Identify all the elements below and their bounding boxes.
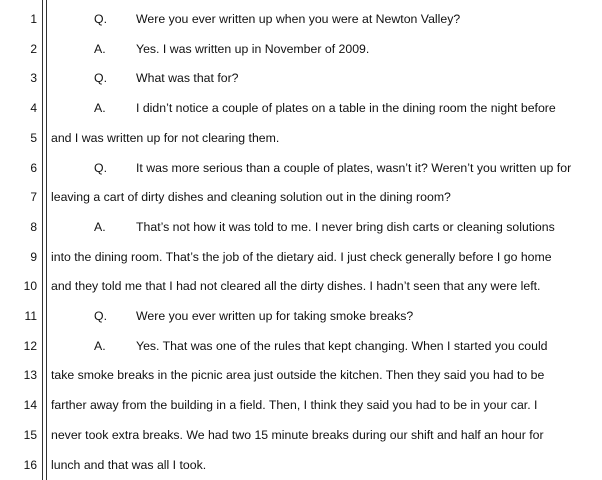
line-number: 8: [30, 219, 37, 234]
line-text: farther away from the building in a field. Then, I think they said you had to be in your car. I: [51, 398, 538, 413]
line-number: 11: [24, 309, 37, 323]
transcript-line: [0, 153, 602, 183]
line-number: 5: [30, 130, 37, 145]
transcript-line: [0, 4, 602, 34]
transcript-line: [0, 331, 602, 361]
line-number: 16: [23, 457, 37, 472]
line-number: 13: [23, 368, 37, 383]
transcript-line: [0, 123, 602, 153]
line-number: 7: [30, 190, 37, 205]
line-text: lunch and that was all I took.: [51, 457, 207, 472]
speaker-label: A.: [94, 101, 106, 116]
line-text: never took extra breaks. We had two 15 minute breaks during our shift and half an hour for: [51, 427, 544, 442]
line-number: 9: [30, 249, 37, 264]
line-number: 15: [23, 427, 37, 442]
speaker-label: Q.: [94, 160, 107, 175]
line-text: take smoke breaks in the picnic area just outside the kitchen. Then they said you had to be: [51, 368, 545, 383]
transcript-line: [0, 242, 602, 272]
line-text: It was more serious than a couple of plates, wasn’t it? Weren’t you written up for: [136, 160, 572, 175]
line-text: Yes. That was one of the rules that kept changing. When I started you could: [136, 338, 548, 353]
transcript-line: [0, 420, 602, 450]
speaker-label: Q.: [94, 309, 107, 323]
line-number: 2: [30, 41, 37, 56]
transcript-line: [0, 212, 602, 242]
line-text: That’s not how it was told to me. I never bring dish carts or cleaning solutions: [136, 219, 555, 234]
line-text: and they told me that I had not cleared all the dirty dishes. I hadn’t seen that any were left.: [51, 279, 541, 294]
speaker-label: Q.: [94, 71, 107, 86]
line-text: Yes. I was written up in November of 2009.: [136, 41, 370, 56]
line-text: leaving a cart of dirty dishes and cleaning solution out in the dining room?: [51, 190, 451, 205]
transcript-line: [0, 390, 602, 420]
line-text: and I was written up for not clearing them.: [51, 130, 280, 145]
transcript-line: [0, 450, 602, 480]
line-number: 10: [23, 279, 37, 294]
transcript-line: [0, 182, 602, 212]
speaker-label: Q.: [94, 12, 107, 26]
speaker-label: A.: [94, 41, 106, 56]
transcript-line: [0, 93, 602, 123]
line-text: into the dining room. That’s the job of the dietary aid. I just check generally before I go home: [51, 249, 552, 264]
line-number: 1: [30, 12, 37, 26]
line-text: I didn’t notice a couple of plates on a table in the dining room the night before: [136, 101, 556, 116]
line-number: 4: [30, 101, 37, 116]
line-text: What was that for?: [136, 71, 239, 86]
line-number: 12: [23, 338, 37, 353]
line-number: 3: [30, 71, 37, 86]
line-text: Were you ever written up when you were at Newton Valley?: [136, 12, 461, 26]
transcript-line: [0, 360, 602, 390]
transcript-line: [0, 301, 602, 331]
speaker-label: A.: [94, 338, 106, 353]
speaker-label: A.: [94, 219, 106, 234]
line-number: 14: [23, 398, 37, 413]
transcript-line: [0, 34, 602, 64]
line-text: Were you ever written up for taking smoke breaks?: [136, 309, 414, 323]
transcript-line: [0, 63, 602, 93]
line-number: 6: [30, 160, 37, 175]
transcript-line: [0, 271, 602, 301]
